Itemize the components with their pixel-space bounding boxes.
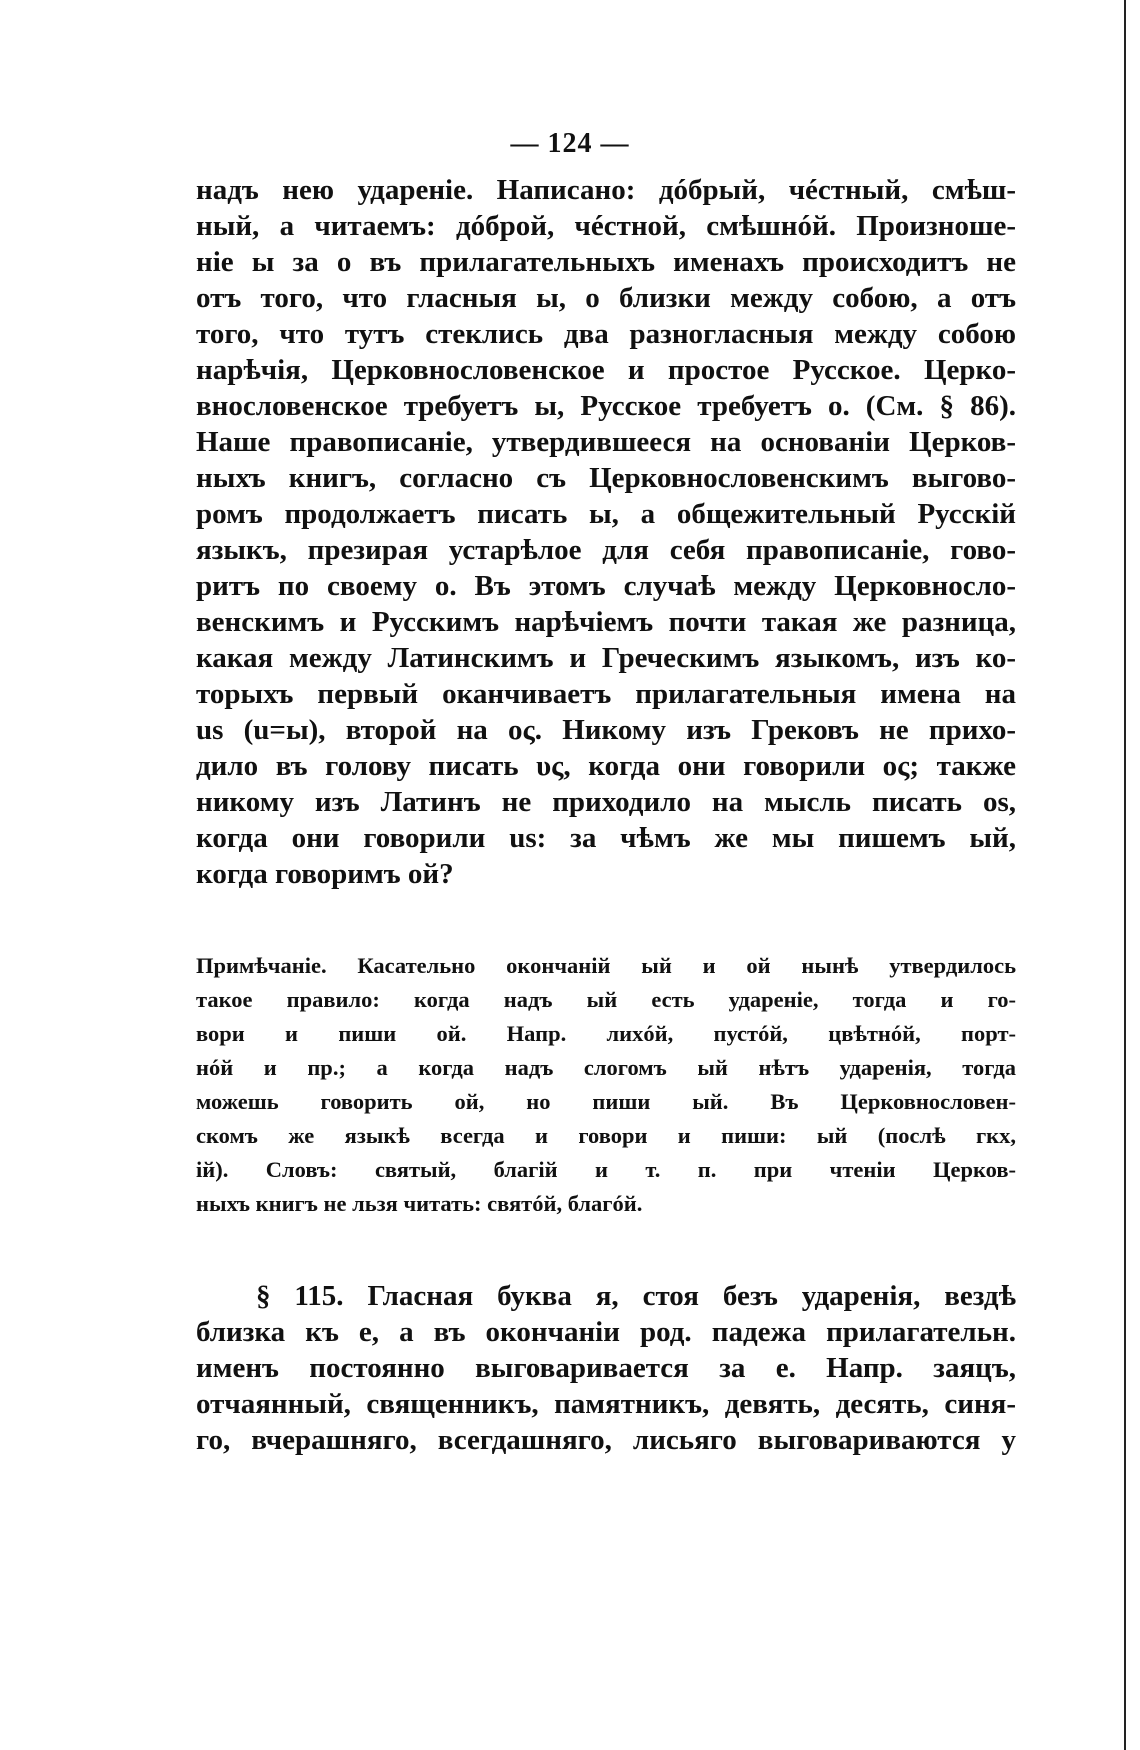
- text-line: Наше правописаніе, утвердившееся на основаніи Церков-: [196, 426, 1016, 458]
- text-line: us (u=ы), второй на ος. Никому изъ Грековъ не прихо-: [196, 714, 1016, 746]
- note-line: нóй и пр.; а когда надъ слогомъ ый нѣтъ ударенія, тогда: [196, 1055, 1016, 1080]
- text-line: ный, а читаемъ: дóброй, чéстной, смѣшнóй. Произноше-: [196, 210, 1016, 242]
- note-line: такое правило: когда надъ ый есть удареніе, тогда и го-: [196, 987, 1016, 1012]
- text-line: когда они говорили us: за чѣмъ же мы пишемъ ый,: [196, 822, 1016, 854]
- text-line: надъ нею удареніе. Написано: дóбрый, чéстный, смѣш-: [196, 174, 1016, 206]
- text-line: внословенское требуетъ ы, Русское требуетъ о. (См. § 86).: [196, 390, 1016, 422]
- text-line: венскимъ и Русскимъ нарѣчіемъ почти такая же разница,: [196, 606, 1016, 638]
- section-line: отчаянный, священникъ, памятникъ, девять, десять, синя-: [196, 1388, 1016, 1420]
- text-line: дило въ голову писать υς, когда они говорили ος; также: [196, 750, 1016, 782]
- page-edge-line: [1124, 0, 1126, 1750]
- text-line: нарѣчія, Церковнословенское и простое Русское. Церко-: [196, 354, 1016, 386]
- text-line: языкъ, презирая устарѣлое для себя правописаніе, гово-: [196, 534, 1016, 566]
- section-line: близка къ е, а въ окончаніи род. падежа прилагательн.: [196, 1316, 1016, 1348]
- note-line: вори и пиши ой. Напр. лихóй, пустóй, цвѣтнóй, порт-: [196, 1021, 1016, 1046]
- note-line: скомъ же языкѣ всегда и говори и пиши: ый (послѣ гкх,: [196, 1123, 1016, 1148]
- note-line: ныхъ книгъ не льзя читать: святóй, благóй.: [196, 1191, 643, 1216]
- text-line: торыхъ первый оканчиваетъ прилагательныя имена на: [196, 678, 1016, 710]
- text-line: ніе ы за о въ прилагательныхъ именахъ происходитъ не: [196, 246, 1016, 278]
- text-line: ритъ по своему о. Въ этомъ случаѣ между Церковносло-: [196, 570, 1016, 602]
- text-line: того, что тутъ стеклись два разногласныя между собою: [196, 318, 1016, 350]
- text-line: когда говоримъ ой?: [196, 858, 454, 890]
- section-line: го, вчерашняго, всегдашняго, лисьяго выговариваются у: [196, 1424, 1016, 1456]
- note-line: ій). Словъ: святый, благій и т. п. при чтеніи Церков-: [196, 1157, 1016, 1182]
- section-line: § 115. Гласная буква я, стоя безъ ударенія, вездѣ: [256, 1280, 1016, 1312]
- text-line: отъ того, что гласныя ы, о близки между собою, а отъ: [196, 282, 1016, 314]
- note-line: можешь говорить ой, но пиши ый. Въ Церковнословен-: [196, 1089, 1016, 1114]
- section-line: именъ постоянно выговаривается за е. Напр. заяцъ,: [196, 1352, 1016, 1384]
- text-line: какая между Латинскимъ и Греческимъ языкомъ, изъ ко-: [196, 642, 1016, 674]
- text-line: никому изъ Латинъ не приходило на мысль писать os,: [196, 786, 1016, 818]
- page-number: — 124 —: [510, 128, 630, 159]
- text-line: ромъ продолжаетъ писать ы, а общежительный Русскій: [196, 498, 1016, 530]
- note-line: Примѣчаніе. Касательно окончаній ый и ой нынѣ утвердилось: [196, 953, 1016, 978]
- text-line: ныхъ книгъ, согласно съ Церковнословенскимъ выгово-: [196, 462, 1016, 494]
